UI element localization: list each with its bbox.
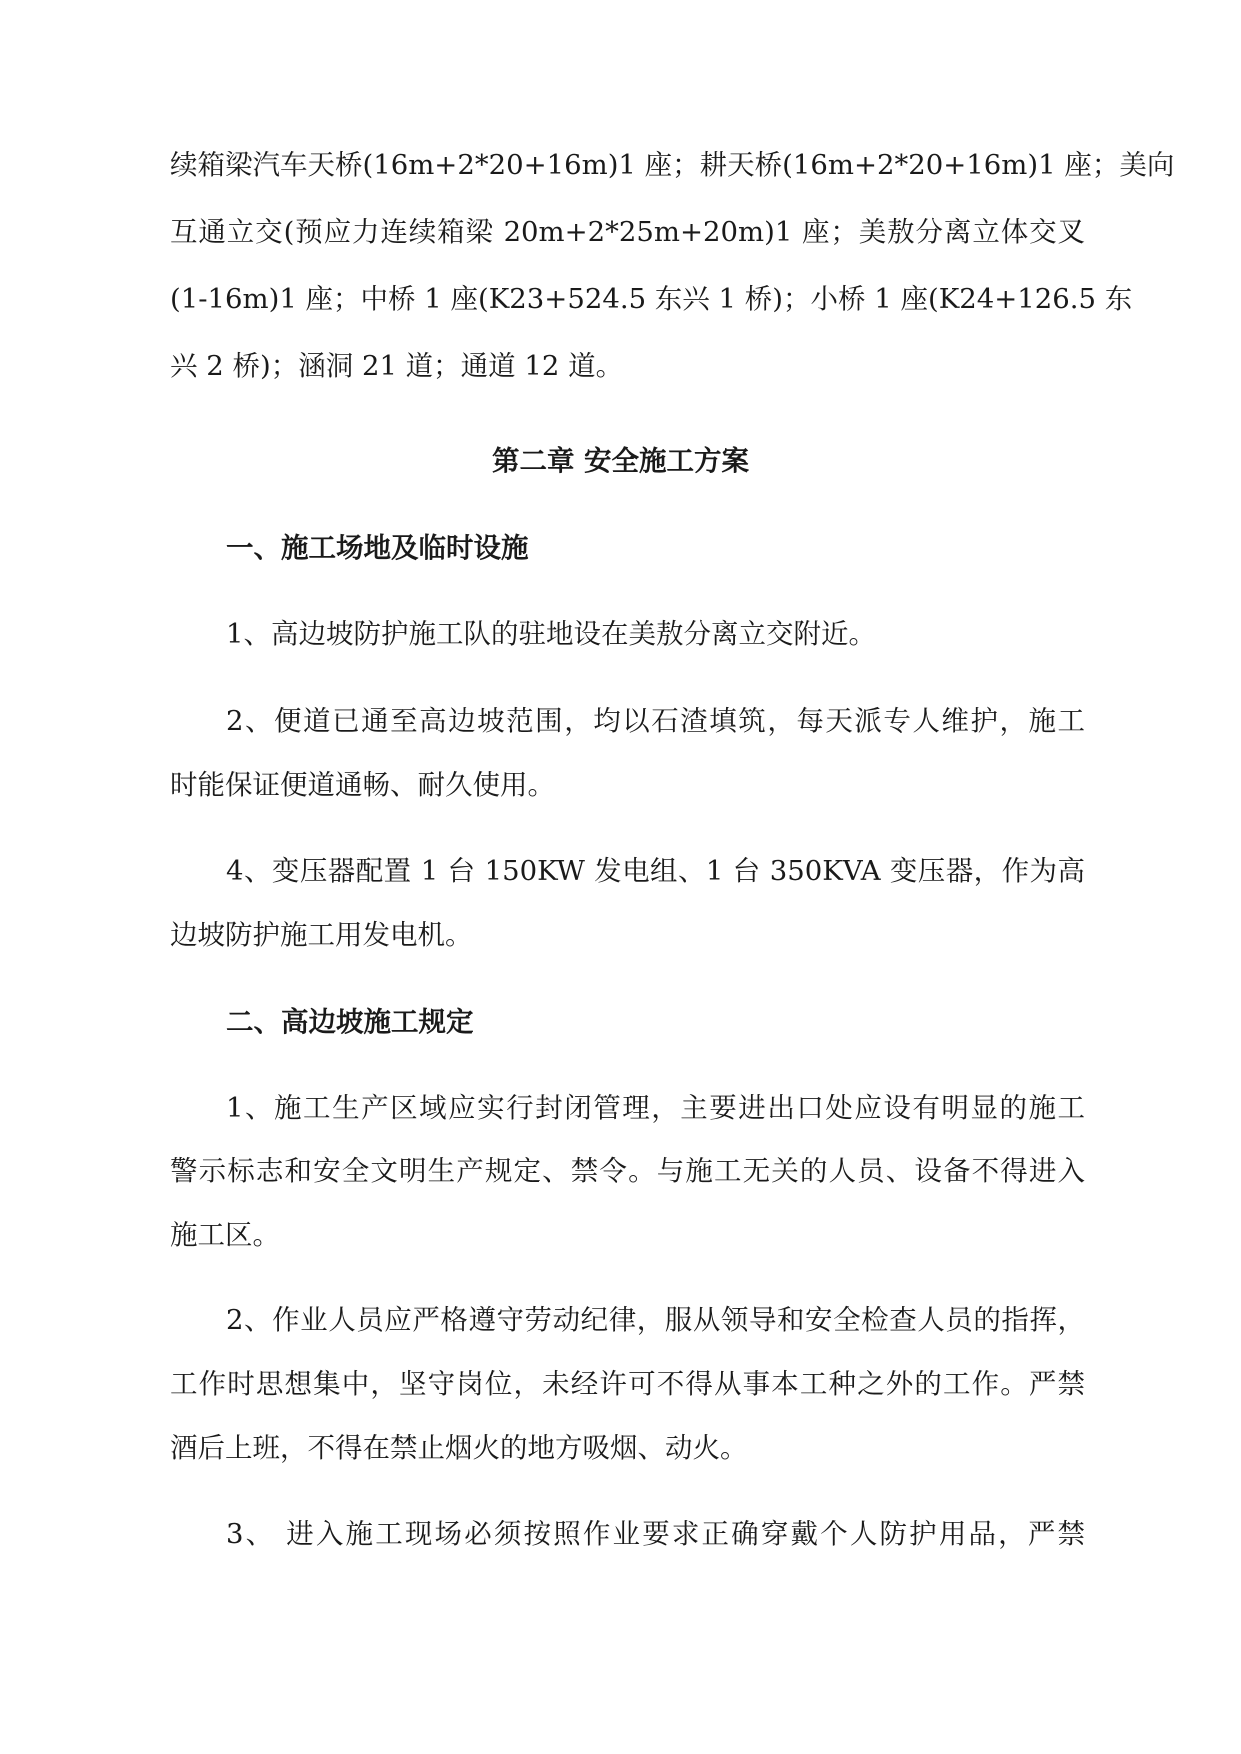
intro-line-3: (1-16m)1 座；中桥 1 座(K23+524.5 东兴 1 桥)；小桥 1 座(K24+126.5 东 — [170, 283, 1133, 315]
section-2-item-1-line-2: 警示标志和安全文明生产规定、禁令。与施工无关的人员、设备不得进入 — [170, 1155, 1085, 1187]
chapter-title: 第二章 安全施工方案 — [491, 445, 750, 477]
section-1-item-4-line-2: 边坡防护施工用发电机。 — [170, 919, 473, 951]
section-1-item-2-line-1: 2、便道已通至高边坡范围，均以石渣填筑，每天派专人维护，施工 — [226, 705, 1085, 737]
section-2-item-2-line-1: 2、作业人员应严格遵守劳动纪律，服从领导和安全检查人员的指挥， — [226, 1304, 1085, 1336]
intro-line-4: 兴 2 桥)；涵洞 21 道；通道 12 道。 — [170, 350, 624, 382]
section-2-item-1-line-3: 施工区。 — [170, 1219, 280, 1251]
section-2-item-2-line-3: 酒后上班，不得在禁止烟火的地方吸烟、动火。 — [170, 1432, 748, 1464]
section-1-item-4-line-1: 4、变压器配置 1 台 150KW 发电组、1 台 350KVA 变压器，作为高 — [226, 855, 1085, 887]
section-2-title: 二、高边坡施工规定 — [226, 1006, 474, 1038]
section-1-item-2-line-2: 时能保证便道通畅、耐久使用。 — [170, 769, 555, 801]
section-2-item-1-line-1: 1、施工生产区域应实行封闭管理，主要进出口处应设有明显的施工 — [226, 1092, 1085, 1124]
intro-line-2: 互通立交(预应力连续箱梁 20m+2*25m+20m)1 座；美敖分离立体交叉 — [170, 216, 1085, 248]
section-2-item-3-line-1: 3、 进入施工现场必须按照作业要求正确穿戴个人防护用品，严禁 — [226, 1518, 1085, 1550]
section-1-title: 一、施工场地及临时设施 — [226, 532, 529, 564]
intro-line-1: 续箱梁汽车天桥(16m+2*20+16m)1 座；耕天桥(16m+2*20+16m)1 座；美向 — [170, 149, 1175, 181]
section-1-item-1-line-1: 1、高边坡防护施工队的驻地设在美敖分离立交附近。 — [226, 618, 876, 650]
section-2-item-2-line-2: 工作时思想集中，坚守岗位，未经许可不得从事本工种之外的工作。严禁 — [170, 1368, 1085, 1400]
